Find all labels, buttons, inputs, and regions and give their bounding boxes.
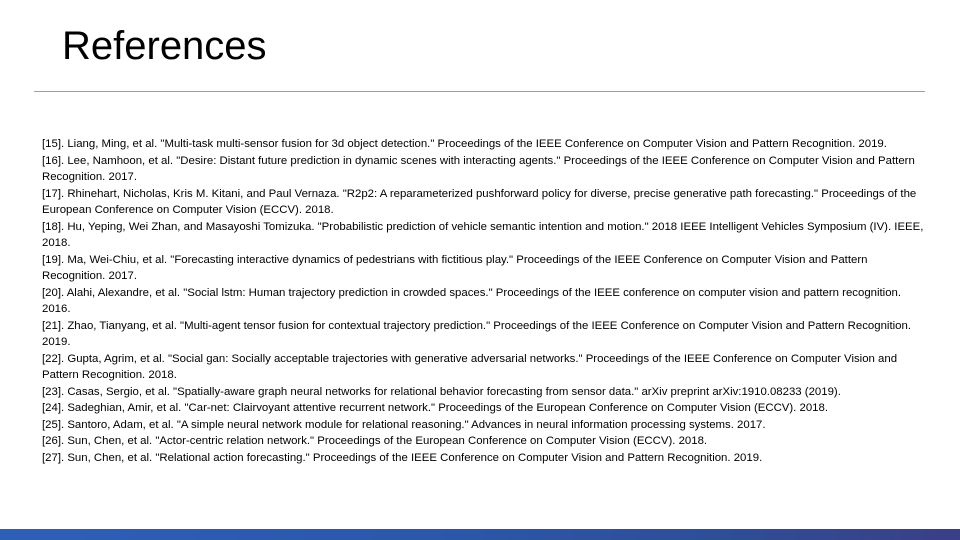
footer-accent-bar [0, 529, 960, 540]
reference-item: [27]. Sun, Chen, et al. "Relational action forecasting." Proceedings of the IEEE Conference on Computer Vision and Pattern Recognition. 2019. [42, 451, 763, 464]
title-divider [34, 91, 925, 92]
reference-item: [24]. Sadeghian, Amir, et al. "Car-net: Clairvoyant attentive recurrent network." Proceedings of the European Conference on Computer Vision (ECCV). 2018. [42, 402, 829, 414]
reference-item: [17]. Rhinehart, Nicholas, Kris M. Kitani, and Paul Vernaza. "R2p2: A reparameterized pushforward policy for diverse, precise generative path forecasting." Proceedings of the European Conference on Computer Vision (ECCV). 2018. [42, 187, 917, 216]
reference-item: [25]. Santoro, Adam, et al. "A simple neural network module for relational reasoning." Advances in neural information processing systems. 2017. [42, 418, 766, 431]
reference-item: [18]. Hu, Yeping, Wei Zhan, and Masayoshi Tomizuka. "Probabilistic prediction of vehicle semantic intention and motion." 2018 IEEE Intelligent Vehicles Symposium (IV). IEEE, 2018. [42, 220, 924, 249]
reference-item: [15]. Liang, Ming, et al. "Multi-task multi-sensor fusion for 3d object detection." Proceedings of the IEEE Conference on Computer Vision and Pattern Recognition. 2019. [42, 138, 887, 150]
reference-item: [20]. Alahi, Alexandre, et al. "Social lstm: Human trajectory prediction in crowded spaces." Proceedings of the IEEE conference on computer vision and pattern recognition. 2016. [42, 286, 902, 315]
reference-item: [26]. Sun, Chen, et al. "Actor-centric relation network." Proceedings of the European Conference on Computer Vision (ECCV). 2018. [42, 435, 708, 447]
reference-item: [23]. Casas, Sergio, et al. "Spatially-aware graph neural networks for relational behavior forecasting from sensor data." arXiv preprint arXiv:1910.08233 (2019). [42, 385, 841, 398]
reference-item: [21]. Zhao, Tianyang, et al. "Multi-agent tensor fusion for contextual trajectory prediction." Proceedings of the IEEE Conference on Computer Vision and Pattern Recognition. 2019. [42, 319, 911, 348]
slide-title: References [62, 24, 267, 68]
reference-item: [19]. Ma, Wei-Chiu, et al. "Forecasting interactive dynamics of pedestrians with fictitious play." Proceedings of the IEEE Conference on Computer Vision and Pattern Recognition. 2017. [42, 253, 868, 282]
reference-list [42, 136, 926, 466]
reference-item: [22]. Gupta, Agrim, et al. "Social gan: Socially acceptable trajectories with generative adversarial networks." Proceedings of the IEEE Conference on Computer Vision and Pattern Recognition. 2018. [42, 352, 898, 381]
reference-item: [16]. Lee, Namhoon, et al. "Desire: Distant future prediction in dynamic scenes with interacting agents." Proceedings of the IEEE Conference on Computer Vision and Pattern Recognition. 2017. [42, 154, 915, 183]
